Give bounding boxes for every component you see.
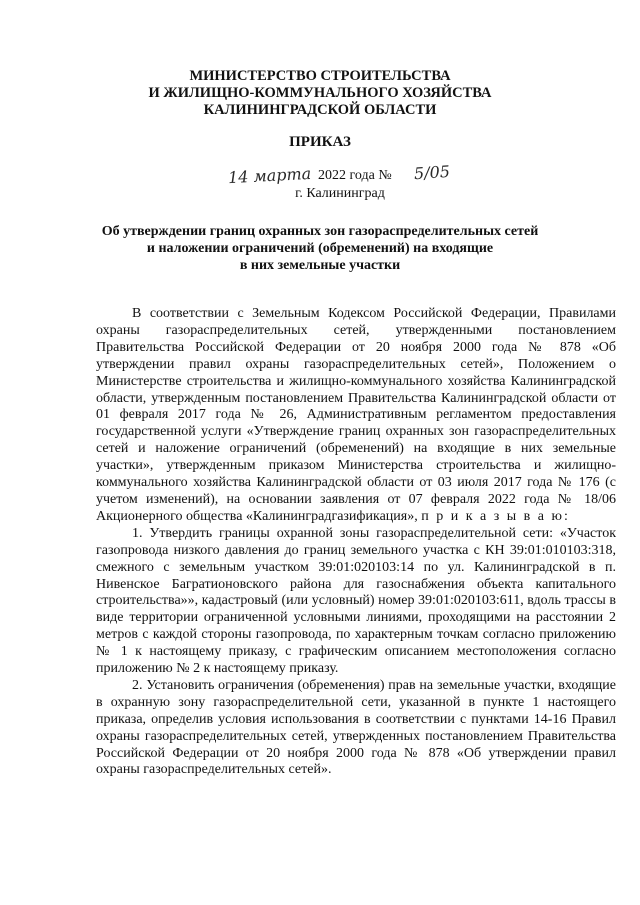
ministry-line-3: КАЛИНИНГРАДСКОЙ ОБЛАСТИ	[203, 102, 437, 118]
item-1-paragraph: 1. Утвердить границы охранной зоны газораспределительной сети: «Участок газопровода низкого давления до границ земельного участка с КН 39:01:010103:318, смежного с земельным участком 39:01:020103:14 по ул. Калининградской в п. Нивенское Багратионовского района для газоснабжения объекта капитального строительства»», кадастровый (или условный) номер 39:01:020103:611, вдоль трассы в виде территории ограниченной условными линиями, проходящими на расстоянии 2 метров с каждой стороны газопровода, по характерным точкам согласно приложению № 1 к настоящему приказу, с графическим описанием местоположения согласно приложению № 2 к настоящему приказу.	[96, 525, 616, 677]
handwritten-order-number: 5/05	[413, 161, 451, 184]
order-body	[96, 306, 616, 779]
ministry-header	[0, 68, 640, 119]
item-2-paragraph: 2. Установить ограничения (обременения) прав на земельные участки, входящие в охранную зону газораспределительной сети, указанной в пункте 1 настоящего приказа, определив условия использования в соответствии с пунктами 14-16 Правил охраны газораспределительных сетей, утвержденных постановлением Правительства Российской Федерации от 20 ноября 2000 года № 878 «Об утверждении правил охраны газораспределительных сетей».	[96, 677, 616, 778]
ministry-line-1: МИНИСТЕРСТВО СТРОИТЕЛЬСТВА	[189, 68, 451, 84]
document-type-title: ПРИКАЗ	[289, 134, 351, 150]
ministry-line-2: И ЖИЛИЩНО-КОММУНАЛЬНОГО ХОЗЯЙСТВА	[148, 85, 492, 101]
preamble-text: В соответствии с Земельным Кодексом Российской Федерации, Правилами охраны газораспределительных сетей, утвержденными постановлением Правительства Российской Федерации от 20 ноября 2000 года № 878 «Об утверждении правил охраны газораспределительных сетей», Положением о Министерстве строительства и жилищно-коммунального хозяйства Калининградской области, утвержденным постановлением Правительства Калининградской области от 01 февраля 2017 года № 26, Административным регламентом предоставления государственной услуги «Утверждение границ охранных зон газораспределительных сетей и наложение ограничений (обременений) на входящие в них земельные участки», утвержденным приказом Министерства строительства и жилищно-коммунального хозяйства Калининградской области от 03 июля 2017 года № 176 (с учетом изменений), на основании заявления от 07 февраля 2022 года № 18/06 Акционерного общества «Калининградгазификация»,	[96, 306, 616, 524]
subject-line-1: Об утверждении границ охранных зон газораспределительных сетей	[101, 224, 539, 239]
year-label: 2022 года №	[318, 168, 392, 183]
order-word: п р и к а з ы в а ю:	[421, 508, 570, 524]
city-line: г. Калининград	[295, 186, 385, 201]
subject-line-3: в них земельные участки	[239, 258, 401, 273]
subject-line-2: и наложении ограничений (обременений) на входящие	[146, 241, 494, 256]
handwritten-date: 14 марта	[227, 163, 312, 188]
preamble-paragraph	[96, 306, 616, 526]
date-number-row	[0, 161, 640, 188]
order-subject	[0, 223, 640, 274]
